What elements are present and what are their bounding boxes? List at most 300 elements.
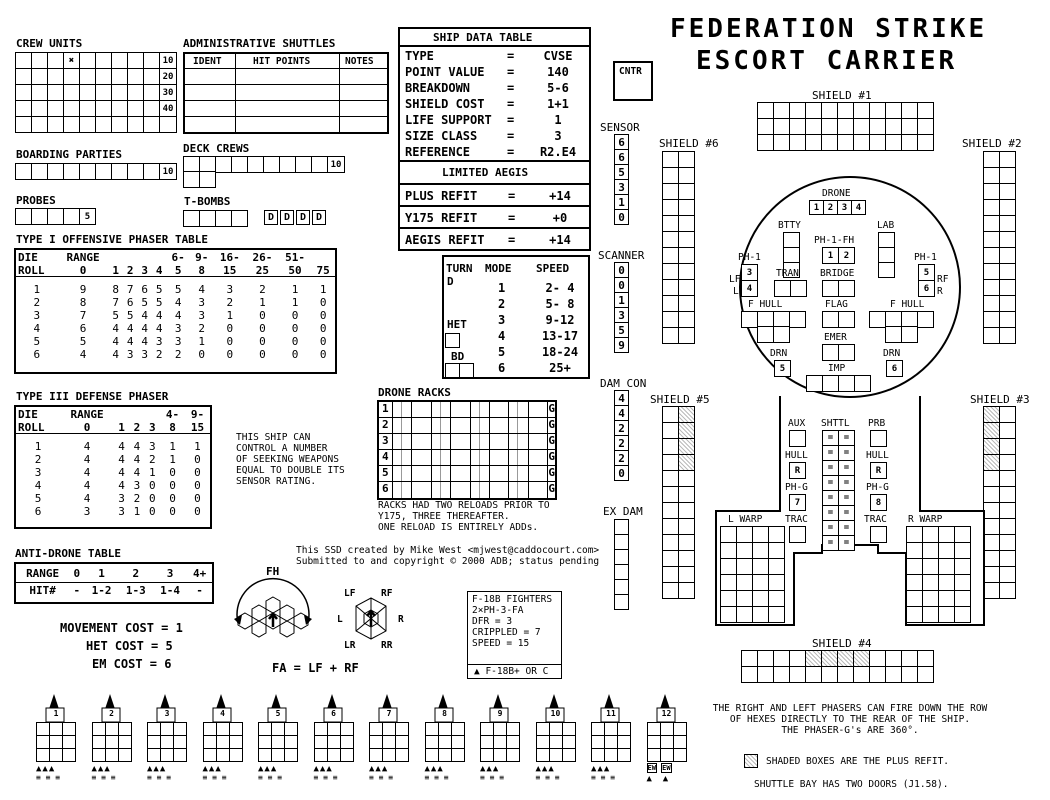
warp-box[interactable]	[737, 591, 753, 607]
boarding-box[interactable]	[144, 164, 160, 180]
crew-box[interactable]	[128, 53, 144, 69]
ph1-right-boxes[interactable]: 5 6	[918, 264, 935, 297]
shield-box[interactable]	[1000, 407, 1016, 423]
warp-box[interactable]	[721, 543, 737, 559]
dummy-tbomb-box[interactable]: D	[296, 210, 310, 225]
drone-slot[interactable]	[529, 466, 548, 481]
crew-box[interactable]	[128, 85, 144, 101]
crew-box[interactable]	[16, 53, 32, 69]
shield-box[interactable]	[758, 103, 774, 119]
warp-box[interactable]	[737, 559, 753, 575]
shield-box[interactable]	[822, 651, 838, 667]
probe-count-box[interactable]: 5	[80, 209, 96, 225]
crew-box[interactable]	[96, 117, 112, 133]
shield-box[interactable]	[806, 103, 822, 119]
shuttle-box[interactable]: =	[823, 431, 839, 446]
dummy-tbomb-box[interactable]: D	[264, 210, 278, 225]
shield-box[interactable]	[886, 651, 902, 667]
crew-box[interactable]	[48, 53, 64, 69]
shuttle-box[interactable]: =	[823, 461, 839, 476]
shield-box[interactable]	[1000, 264, 1016, 280]
warp-box[interactable]	[923, 591, 939, 607]
shield-box[interactable]	[679, 487, 695, 503]
warp-box[interactable]	[955, 575, 971, 591]
shield-box[interactable]	[679, 455, 695, 471]
track-box[interactable]: 0	[614, 465, 629, 481]
exdam-track[interactable]	[614, 519, 629, 609]
shield-box[interactable]	[902, 667, 918, 683]
shield-box[interactable]	[742, 667, 758, 683]
track-box[interactable]: 5	[614, 164, 629, 180]
shield-box[interactable]	[663, 328, 679, 344]
dummy-tbomb-box[interactable]: D	[312, 210, 326, 225]
track-box[interactable]: 0	[614, 209, 629, 225]
drone-slot[interactable]	[432, 482, 451, 498]
bd-box-1[interactable]	[445, 363, 460, 378]
track-box[interactable]: 6	[614, 149, 629, 165]
crew-box[interactable]	[96, 101, 112, 117]
fighter-damage-grid[interactable]	[36, 722, 76, 762]
track-box[interactable]: 3	[614, 307, 629, 323]
warp-box[interactable]	[769, 607, 785, 623]
shield-box[interactable]	[774, 667, 790, 683]
shield-box[interactable]	[663, 423, 679, 439]
warp-box[interactable]	[939, 527, 955, 543]
shield-box[interactable]	[663, 551, 679, 567]
shuttle-box[interactable]: =	[839, 431, 855, 446]
shield-box[interactable]	[902, 135, 918, 151]
shield-box[interactable]	[870, 135, 886, 151]
crew-box[interactable]	[160, 117, 177, 133]
drone-slot[interactable]	[432, 434, 451, 449]
warp-box[interactable]	[737, 575, 753, 591]
shield-box[interactable]	[1000, 583, 1016, 599]
shield-box[interactable]	[918, 667, 934, 683]
shuttle-box[interactable]: =	[823, 491, 839, 506]
shield-box[interactable]	[1000, 487, 1016, 503]
fighter-damage-grid[interactable]	[425, 722, 465, 762]
shuttle-box[interactable]: =	[823, 446, 839, 461]
shield-box[interactable]	[663, 248, 679, 264]
crew-count-box[interactable]: 10	[160, 53, 177, 69]
track-box[interactable]	[614, 564, 629, 580]
drone-slot[interactable]	[471, 418, 490, 433]
drone-slot[interactable]	[509, 418, 528, 433]
crew-box[interactable]	[32, 85, 48, 101]
fighter-damage-grid[interactable]	[369, 722, 409, 762]
warp-box[interactable]	[939, 575, 955, 591]
shuttle-box[interactable]: =	[839, 521, 855, 536]
drone-slot[interactable]	[509, 434, 528, 449]
drone-slot[interactable]	[490, 402, 509, 417]
track-box[interactable]: 0	[614, 262, 629, 278]
shield-box[interactable]	[854, 667, 870, 683]
crew-box[interactable]	[80, 101, 96, 117]
shield-box[interactable]	[1000, 232, 1016, 248]
deck-crew-box[interactable]	[312, 157, 328, 173]
crew-box[interactable]	[32, 69, 48, 85]
boarding-box[interactable]	[128, 164, 144, 180]
track-box[interactable]: 0	[614, 277, 629, 293]
drone-slot[interactable]	[432, 466, 451, 481]
fighter-damage-grid[interactable]	[480, 722, 520, 762]
drone-box[interactable]: 4	[852, 201, 866, 215]
crew-box[interactable]	[144, 53, 160, 69]
warp-box[interactable]	[753, 607, 769, 623]
shield-box[interactable]	[1000, 312, 1016, 328]
fighter-damage-grid[interactable]	[591, 722, 631, 762]
track-box[interactable]: 4	[614, 405, 629, 421]
crew-box[interactable]	[80, 69, 96, 85]
prb-box[interactable]	[870, 430, 887, 447]
shield-box[interactable]	[806, 667, 822, 683]
drone-slot[interactable]	[509, 402, 528, 417]
probe-box[interactable]	[16, 209, 32, 225]
shield-box[interactable]	[1000, 471, 1016, 487]
drone-rack-row[interactable]	[379, 418, 555, 434]
track-box[interactable]: 1	[614, 292, 629, 308]
drone-slot[interactable]	[412, 434, 431, 449]
drone-slot[interactable]	[393, 434, 412, 449]
track-box[interactable]: 5	[614, 322, 629, 338]
fighter-card[interactable]	[647, 692, 691, 792]
warp-box[interactable]	[907, 575, 923, 591]
crew-box[interactable]	[144, 117, 160, 133]
shield-box[interactable]	[1000, 423, 1016, 439]
aux-box[interactable]	[789, 430, 806, 447]
probe-box[interactable]	[48, 209, 64, 225]
shield-box[interactable]	[838, 103, 854, 119]
shield-box[interactable]	[838, 667, 854, 683]
crew-box[interactable]	[16, 69, 32, 85]
shuttle-boxes[interactable]	[822, 430, 855, 551]
shield-box[interactable]	[886, 135, 902, 151]
shield-box[interactable]	[679, 567, 695, 583]
drone-slot[interactable]	[471, 402, 490, 417]
shield-box[interactable]	[663, 567, 679, 583]
drn-right-box[interactable]: 6	[886, 360, 903, 377]
phg-left-box[interactable]: 7	[789, 494, 806, 511]
shield5-grid[interactable]	[662, 406, 695, 599]
fighter-card[interactable]	[92, 692, 136, 792]
shield-box[interactable]	[1000, 503, 1016, 519]
drone-slot[interactable]	[393, 418, 412, 433]
shield-box[interactable]	[663, 487, 679, 503]
shield-box[interactable]	[822, 119, 838, 135]
drone-slot[interactable]	[412, 450, 431, 465]
shield-box[interactable]	[663, 264, 679, 280]
shield-box[interactable]	[679, 519, 695, 535]
crew-count-box[interactable]: 40	[160, 101, 177, 117]
shield-box[interactable]	[806, 119, 822, 135]
shield1-grid[interactable]	[757, 102, 934, 151]
deck-crews-grid-extra[interactable]	[183, 171, 216, 188]
drone-slot[interactable]	[509, 482, 528, 498]
drone-slot[interactable]	[529, 418, 548, 433]
crew-box[interactable]	[64, 101, 80, 117]
fighter-damage-grid[interactable]	[92, 722, 132, 762]
crew-box[interactable]	[48, 69, 64, 85]
shield-box[interactable]	[663, 519, 679, 535]
shuttle-box[interactable]: =	[839, 491, 855, 506]
crew-box[interactable]	[80, 117, 96, 133]
shield-box[interactable]	[663, 439, 679, 455]
shield-box[interactable]	[1000, 280, 1016, 296]
fighter-card[interactable]	[258, 692, 302, 792]
fighter-damage-grid[interactable]	[258, 722, 298, 762]
drone-rack-row[interactable]	[379, 466, 555, 482]
shield-box[interactable]	[790, 119, 806, 135]
drone-launcher-boxes[interactable]	[809, 200, 866, 215]
drone-slot[interactable]	[451, 434, 470, 449]
deck-crew-count-box[interactable]: 10	[328, 157, 345, 173]
crew-box[interactable]	[128, 117, 144, 133]
shield-box[interactable]	[1000, 551, 1016, 567]
deck-crew-box[interactable]	[232, 157, 248, 173]
fighter-damage-grid[interactable]	[147, 722, 187, 762]
drone-slot[interactable]	[451, 418, 470, 433]
emer-boxes[interactable]	[822, 344, 855, 361]
track-box[interactable]	[614, 579, 629, 595]
shield-box[interactable]	[774, 651, 790, 667]
crew-box[interactable]	[16, 85, 32, 101]
warp-box[interactable]	[769, 591, 785, 607]
crew-box[interactable]	[48, 85, 64, 101]
drone-slot[interactable]	[471, 450, 490, 465]
warp-box[interactable]	[907, 607, 923, 623]
crew-box[interactable]	[144, 69, 160, 85]
shield-box[interactable]	[902, 119, 918, 135]
shuttle-box[interactable]: =	[839, 446, 855, 461]
crew-box[interactable]	[64, 69, 80, 85]
fighter-card[interactable]	[536, 692, 580, 792]
shield-box[interactable]	[870, 119, 886, 135]
drone-slot[interactable]	[432, 418, 451, 433]
crew-count-box[interactable]: 30	[160, 85, 177, 101]
fighter-card[interactable]	[425, 692, 469, 792]
shield-box[interactable]	[822, 103, 838, 119]
drone-slot[interactable]	[490, 482, 509, 498]
warp-box[interactable]	[753, 543, 769, 559]
crew-box[interactable]	[128, 69, 144, 85]
shield-box[interactable]	[663, 232, 679, 248]
crew-box[interactable]	[144, 101, 160, 117]
shield-box[interactable]	[679, 583, 695, 599]
tbomb-dummies[interactable]	[264, 210, 326, 225]
shield-box[interactable]	[790, 651, 806, 667]
shield-box[interactable]	[663, 296, 679, 312]
warp-box[interactable]	[721, 527, 737, 543]
admin-shuttles-table[interactable]	[183, 52, 389, 134]
shield-box[interactable]	[679, 264, 695, 280]
shield-box[interactable]	[822, 135, 838, 151]
fighter-card[interactable]	[36, 692, 80, 792]
drone-slot[interactable]	[432, 402, 451, 417]
drone-box[interactable]: 1	[810, 201, 824, 215]
shield-box[interactable]	[679, 312, 695, 328]
fighter-card[interactable]	[147, 692, 191, 792]
shuttle-box[interactable]: =	[823, 521, 839, 536]
shield-box[interactable]	[758, 135, 774, 151]
shuttle-box[interactable]: =	[839, 506, 855, 521]
scanner-track[interactable]	[614, 262, 629, 352]
track-box[interactable]	[614, 519, 629, 535]
boarding-box[interactable]	[32, 164, 48, 180]
shield-box[interactable]	[679, 152, 695, 168]
crew-box[interactable]	[32, 53, 48, 69]
fighter-card[interactable]	[369, 692, 413, 792]
drone-slot[interactable]	[471, 466, 490, 481]
warp-box[interactable]	[721, 575, 737, 591]
fighter-card[interactable]	[480, 692, 524, 792]
shield-box[interactable]	[1000, 535, 1016, 551]
drone-box[interactable]: 3	[838, 201, 852, 215]
shield-box[interactable]	[679, 423, 695, 439]
track-box[interactable]	[614, 549, 629, 565]
crew-box[interactable]	[112, 53, 128, 69]
boarding-box[interactable]	[80, 164, 96, 180]
shield6-grid[interactable]	[662, 151, 695, 344]
probe-box[interactable]	[64, 209, 80, 225]
shield-box[interactable]	[1000, 216, 1016, 232]
warp-box[interactable]	[939, 559, 955, 575]
fighter-card[interactable]	[203, 692, 247, 792]
tbombs-grid[interactable]	[183, 210, 248, 227]
drone-slot[interactable]	[412, 402, 431, 417]
shield-box[interactable]	[854, 651, 870, 667]
shield-box[interactable]	[886, 119, 902, 135]
track-box[interactable]: 2	[614, 435, 629, 451]
shield-box[interactable]	[854, 103, 870, 119]
shield-box[interactable]	[679, 407, 695, 423]
shield-box[interactable]	[663, 280, 679, 296]
shield-box[interactable]	[663, 583, 679, 599]
crew-box[interactable]	[144, 85, 160, 101]
crew-box[interactable]	[32, 101, 48, 117]
drone-slot[interactable]	[393, 482, 412, 498]
shield-box[interactable]	[870, 651, 886, 667]
hull-left-box[interactable]: R	[789, 462, 806, 479]
warp-box[interactable]	[955, 607, 971, 623]
drone-rack-row[interactable]	[379, 450, 555, 466]
crew-box[interactable]	[112, 117, 128, 133]
warp-box[interactable]	[721, 607, 737, 623]
drone-rack-row[interactable]	[379, 482, 555, 498]
shield-box[interactable]	[790, 135, 806, 151]
bridge-boxes[interactable]	[822, 280, 855, 297]
drone-racks-table[interactable]	[377, 400, 557, 500]
shuttle-box[interactable]: =	[823, 506, 839, 521]
deck-crew-box[interactable]	[264, 157, 280, 173]
boarding-box[interactable]	[96, 164, 112, 180]
crew-box-marked[interactable]: ✖	[64, 53, 80, 69]
shield-box[interactable]	[679, 248, 695, 264]
crew-box[interactable]	[48, 101, 64, 117]
shield-box[interactable]	[679, 439, 695, 455]
fighter-damage-grid[interactable]	[536, 722, 576, 762]
drone-slot[interactable]	[393, 450, 412, 465]
shield-box[interactable]	[838, 135, 854, 151]
drone-slot[interactable]	[529, 434, 548, 449]
shield-box[interactable]	[886, 103, 902, 119]
crew-box[interactable]	[64, 117, 80, 133]
shield-box[interactable]	[663, 200, 679, 216]
trac-left-box[interactable]	[789, 526, 806, 543]
shield-box[interactable]	[742, 651, 758, 667]
shield-box[interactable]	[679, 503, 695, 519]
shield-box[interactable]	[663, 152, 679, 168]
fhull-right-boxes2[interactable]	[885, 326, 918, 343]
shield-box[interactable]	[774, 119, 790, 135]
shield-box[interactable]	[790, 103, 806, 119]
shield-box[interactable]	[1000, 184, 1016, 200]
warp-box[interactable]	[923, 527, 939, 543]
shield-box[interactable]	[806, 651, 822, 667]
shield-box[interactable]	[838, 651, 854, 667]
shuttle-box[interactable]: =	[823, 476, 839, 491]
warp-box[interactable]	[923, 607, 939, 623]
shield-box[interactable]	[679, 296, 695, 312]
shield-box[interactable]	[679, 184, 695, 200]
drone-slot[interactable]	[451, 466, 470, 481]
warp-box[interactable]	[769, 559, 785, 575]
shield-box[interactable]	[1000, 248, 1016, 264]
track-box[interactable]	[614, 594, 629, 610]
ph1fh-boxes[interactable]: 1 2	[822, 247, 855, 264]
warp-box[interactable]	[907, 559, 923, 575]
drn-left-box[interactable]: 5	[774, 360, 791, 377]
shield-box[interactable]	[679, 168, 695, 184]
shield-box[interactable]	[918, 135, 934, 151]
warp-box[interactable]	[955, 527, 971, 543]
drone-slot[interactable]	[451, 482, 470, 498]
shield-box[interactable]	[758, 651, 774, 667]
drone-slot[interactable]	[490, 466, 509, 481]
shield-box[interactable]	[1000, 152, 1016, 168]
warp-box[interactable]	[923, 575, 939, 591]
warp-box[interactable]	[753, 527, 769, 543]
warp-box[interactable]	[769, 527, 785, 543]
imp-boxes[interactable]	[806, 375, 871, 392]
shield-box[interactable]	[822, 667, 838, 683]
het-box[interactable]	[445, 333, 460, 348]
hull-right-box[interactable]: R	[870, 462, 887, 479]
warp-box[interactable]	[753, 575, 769, 591]
drone-slot[interactable]	[529, 402, 548, 417]
shield-box[interactable]	[663, 168, 679, 184]
deck-crew-box[interactable]	[280, 157, 296, 173]
fighter-damage-grid[interactable]	[314, 722, 354, 762]
shield-box[interactable]	[679, 232, 695, 248]
fighter-damage-grid[interactable]	[647, 722, 687, 762]
warp-box[interactable]	[737, 607, 753, 623]
shield-box[interactable]	[679, 551, 695, 567]
shield-box[interactable]	[679, 280, 695, 296]
drone-slot[interactable]	[509, 450, 528, 465]
drone-rack-row[interactable]	[379, 434, 555, 450]
crew-box[interactable]	[80, 53, 96, 69]
warp-box[interactable]	[737, 527, 753, 543]
shield-box[interactable]	[663, 216, 679, 232]
lab-boxes[interactable]	[878, 232, 895, 278]
track-box[interactable]: 1	[614, 194, 629, 210]
shield-box[interactable]	[679, 535, 695, 551]
fhull-left-boxes2[interactable]	[757, 326, 790, 343]
crew-count-box[interactable]: 20	[160, 69, 177, 85]
crew-box[interactable]	[96, 53, 112, 69]
drone-box[interactable]: 2	[824, 201, 838, 215]
warp-box[interactable]	[907, 543, 923, 559]
